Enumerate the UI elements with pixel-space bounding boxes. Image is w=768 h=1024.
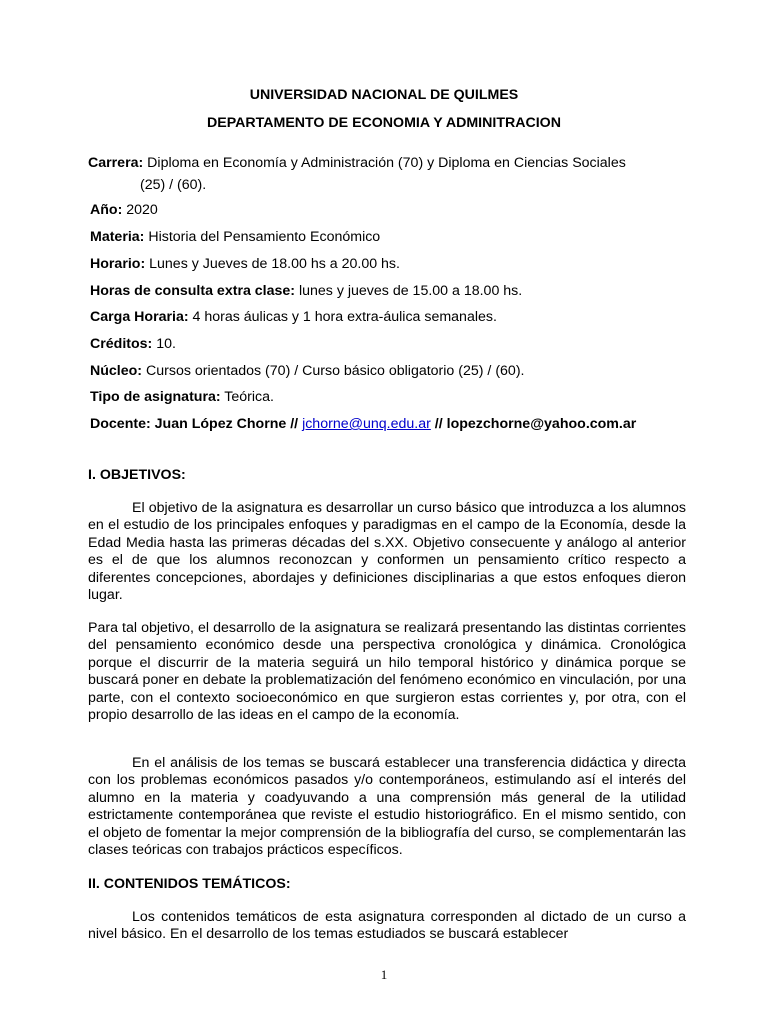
creditos-line — [90, 336, 176, 352]
carrera-line — [88, 155, 626, 171]
consulta-value: lunes y jueves de 15.00 a 18.00 hs. — [298, 283, 523, 299]
email-link-unq[interactable]: jchorne@unq.edu.ar — [302, 416, 431, 432]
carrera-label: Carrera: — [88, 155, 144, 171]
section-contenidos-title: II. CONTENIDOS TEMÁTICOS: — [88, 876, 291, 892]
horario-line — [90, 256, 400, 272]
objetivos-paragraph-3: En el análisis de los temas se buscará establecer una transferencia didáctica y directa con los problemas económicos pasados y/o contemporáneos, estimulando así el interés del alumno en la materia y coadyuvando a una comprensión más general de la utilidad estrictamente contemporánea que reviste el estudio historiográfico. En el mismo sentido, con el objeto de fomentar la mejor comprensión de la bibliografía del curso, se complementarán las clases teóricas con trabajos prácticos específicos. — [88, 755, 686, 859]
horario-label: Horario: — [90, 256, 146, 272]
carga-value: 4 horas áulicas y 1 hora extra-áulica semanales. — [192, 309, 497, 325]
creditos-value: 10. — [156, 336, 176, 352]
consulta-label: Horas de consulta extra clase: — [90, 283, 296, 299]
docente-separator: // — [434, 416, 443, 432]
nucleo-line — [90, 363, 525, 379]
horario-value: Lunes y Jueves de 18.00 hs a 20.00 hs. — [149, 256, 400, 272]
department-title: DEPARTAMENTO DE ECONOMIA Y ADMINITRACION — [207, 115, 561, 131]
docente-line — [90, 416, 636, 432]
docente-label: Docente: Juan López Chorne // — [90, 416, 299, 432]
contenidos-paragraph-1: Los contenidos temáticos de esta asignatura corresponden al dictado de un curso a nivel básico. En el desarrollo de los temas estudiados se buscará establecer — [88, 909, 686, 943]
materia-line — [90, 229, 380, 245]
materia-label: Materia: — [90, 229, 145, 245]
section-objetivos-title: I. OBJETIVOS: — [88, 467, 186, 483]
university-title: UNIVERSIDAD NACIONAL DE QUILMES — [249, 87, 519, 103]
objetivos-paragraph-1: El objetivo de la asignatura es desarrollar un curso básico que introduzca a los alumnos en el estudio de los principales enfoques y paradigmas en el campo de la Economía, desde la Edad Media hasta las primeras décadas del s.XX. Objetivo consecuente y análogo al anterior es el de que los alumnos reconozcan y conformen un pensamiento crítico respecto a diferentes concepciones, abordajes y definiciones disciplinarias a que estos enfoques dieron lugar. — [88, 500, 686, 604]
carga-label: Carga Horaria: — [90, 309, 189, 325]
tipo-value: Teórica. — [224, 389, 274, 405]
anio-label: Año: — [90, 202, 123, 218]
objetivos-paragraph-2: Para tal objetivo, el desarrollo de la asignatura se realizará presentando las distintas corrientes del pensamiento económico desde una perspectiva cronológica y dinámica. Cronológica porque el discurrir de la materia seguirá un hilo temporal histórico y dinámica porque se buscará poner en debate la problematización del fenómeno económico en vinculación, por una parte, con el contexto socioeconómico en que surgieron estas corrientes y, por otra, con el propio desarrollo de las ideas en el campo de la economía. — [88, 620, 686, 724]
anio-line — [90, 202, 158, 218]
tipo-label: Tipo de asignatura: — [90, 389, 221, 405]
carrera-value: Diploma en Economía y Administración (70) y Diploma en Ciencias Sociales — [147, 155, 626, 171]
carrera-value-cont: (25) / (60). — [140, 177, 207, 193]
tipo-line — [90, 389, 274, 405]
nucleo-value: Cursos orientados (70) / Curso básico obligatorio (25) / (60). — [145, 363, 525, 379]
email-yahoo: lopezchorne@yahoo.com.ar — [446, 416, 637, 432]
consulta-line — [90, 283, 522, 299]
anio-value: 2020 — [126, 202, 158, 218]
page-number: 1 — [380, 967, 388, 982]
materia-value: Historia del Pensamiento Económico — [148, 229, 381, 245]
nucleo-label: Núcleo: — [90, 363, 143, 379]
carga-line — [90, 309, 497, 325]
creditos-label: Créditos: — [90, 336, 153, 352]
